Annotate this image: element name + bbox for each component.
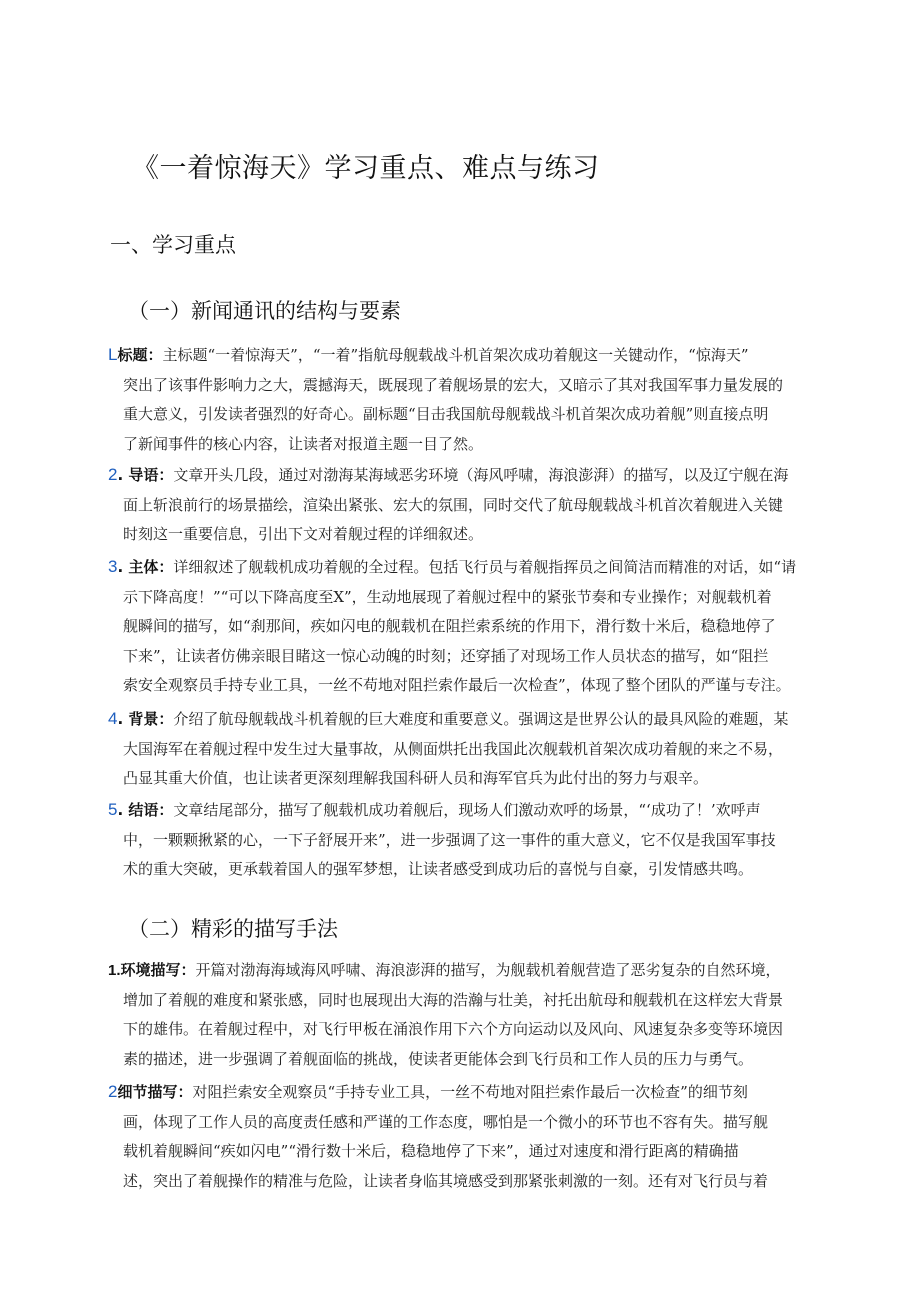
item-number: 5	[108, 800, 118, 819]
item-text: 术的重大突破，更承载着国人的强军梦想，让读者感受到成功后的喜悦与自豪，引发情感共鸣。	[123, 860, 754, 878]
item-label: 标题：	[117, 346, 163, 364]
list-item	[108, 956, 813, 1074]
document-title: 《一着惊海天》学习重点、难点与练习	[132, 153, 600, 184]
item-text: 介绍了航母舰载战斗机着舰的巨大难度和重要意义。强调这是世界公认的最具风险的难题，某	[173, 710, 789, 728]
item-number: 4	[108, 709, 118, 728]
item-number: 3	[108, 557, 118, 576]
item-text: 下的雄伟。在着舰过程中，对飞行甲板在涌浪作用下六个方向运动以及风向、风速复杂多变等环境因	[123, 1020, 784, 1038]
item-label: 环境描写：	[120, 961, 196, 979]
item-text: 重大意义，引发读者强烈的好奇心。副标题“目击我国航母舰载战斗机首架次成功着舰”则直接点明	[123, 405, 769, 423]
item-text: 文章开头几段，通过对渤海某海域恶劣环境（海风呼啸，海浪澎湃）的描写，以及辽宁舰在海	[173, 466, 789, 484]
item-label: . 主体：	[117, 558, 174, 576]
item-text: 突出了该事件影响力之大，震撼海天，既展现了着舰场景的宏大，又暗示了其对我国军事力量发展的	[123, 375, 784, 394]
list-item	[108, 795, 813, 885]
item-text: 时刻这一重要信息，引出下文对着舰过程的详细叙述。	[123, 525, 484, 543]
item-text: 面上斩浪前行的场景描绘，渲染出紧张、宏大的氛围，同时交代了航母舰载战斗机首次着舰进入关键	[123, 495, 784, 514]
item-number: 2	[108, 465, 118, 484]
item-text: 增加了着舰的难度和紧张感，同时也展现出大海的浩瀚与壮美，衬托出航母和舰载机在这样宏大背景	[123, 990, 784, 1009]
list-item	[108, 340, 813, 459]
item-text: 文章结尾部分，描写了舰载机成功着舰后，现场人们激动欢呼的场景，“‘成功了！’欢呼声	[173, 801, 761, 819]
item-text: 舰瞬间的描写，如“刹那间，疾如闪电的舰载机在阻拦索系统的作用下，滑行数十米后，稳稳地停了	[123, 617, 776, 635]
item-text: 述，突出了着舰操作的精准与危险，让读者身临其境感受到那紧张刺激的一刻。还有对飞行员与着	[123, 1171, 769, 1190]
section-heading: 一、学习重点	[110, 233, 236, 257]
item-number: L	[108, 345, 118, 364]
item-number: 1.	[108, 962, 121, 979]
item-text: 大国海军在着舰过程中发生过大量事故，从侧面烘托出我国此次舰载机首架次成功着舰的来之不易，	[123, 739, 784, 758]
item-text: 开篇对渤海海域海风呼啸、海浪澎湃的描写，为舰载机着舰营造了恶劣复杂的自然环境，	[195, 961, 781, 979]
item-text: 详细叙述了舰载机成功着舰的全过程。包括飞行员与着舰指挥员之间简洁而精准的对话，如“请	[173, 558, 797, 576]
item-text: 中，一颗颗揪紧的心，一下子舒展开来”，进一步强调了这一事件的重大意义，它不仅是我国军事技	[123, 830, 776, 849]
list-item	[108, 1077, 813, 1196]
item-text: 主标题“一着惊海天”，“一着”指航母舰载战斗机首架次成功着舰这一关键动作，“惊海天”	[162, 346, 749, 364]
item-label: . 背景：	[117, 710, 174, 728]
subsection-heading: （二）精彩的描写手法	[128, 917, 338, 941]
item-text: 对阻拦索安全观察员“手持专业工具，一丝不苟地对阻拦索作最后一次检查”的细节刻	[192, 1083, 748, 1101]
item-label: 细节描写：	[117, 1083, 193, 1101]
item-text: 示下降高度！”“可以下降高度至X”，生动地展现了着舰过程中的紧张节奏和专业操作；对舰载机着	[123, 587, 772, 606]
item-text: 了新闻事件的核心内容，让读者对报道主题一目了然。	[123, 434, 484, 453]
subsection-heading: （一）新闻通讯的结构与要素	[128, 299, 401, 323]
list-item	[108, 552, 813, 701]
item-label: . 导语：	[117, 466, 174, 484]
item-number: 2	[108, 1082, 118, 1101]
item-text: 画，体现了工作人员的高度责任感和严谨的工作态度，哪怕是一个微小的环节也不容有失。描写舰	[123, 1112, 769, 1131]
item-text: 素的描述，进一步强调了着舰面临的挑战，使读者更能体会到飞行员和工作人员的压力与勇气。	[123, 1049, 754, 1068]
list-item	[108, 460, 813, 550]
item-text: 下来”，让读者仿佛亲眼目睹这一惊心动魄的时刻；还穿插了对现场工作人员状态的描写，如“阻拦	[123, 646, 769, 665]
item-text: 凸显其重大价值，也让读者更深刻理解我国科研人员和海军官兵为此付出的努力与艰辛。	[123, 769, 709, 787]
item-text: 载机着舰瞬间“疾如闪电”“滑行数十米后，稳稳地停了下来”，通过对速度和滑行距离的精确描	[123, 1142, 739, 1160]
item-label: . 结语：	[117, 801, 174, 819]
item-text: 索安全观察员手持专业工具，一丝不苟地对阻拦索作最后一次检查”，体现了整个团队的严谨与专注。	[123, 676, 791, 694]
list-item	[108, 704, 813, 794]
